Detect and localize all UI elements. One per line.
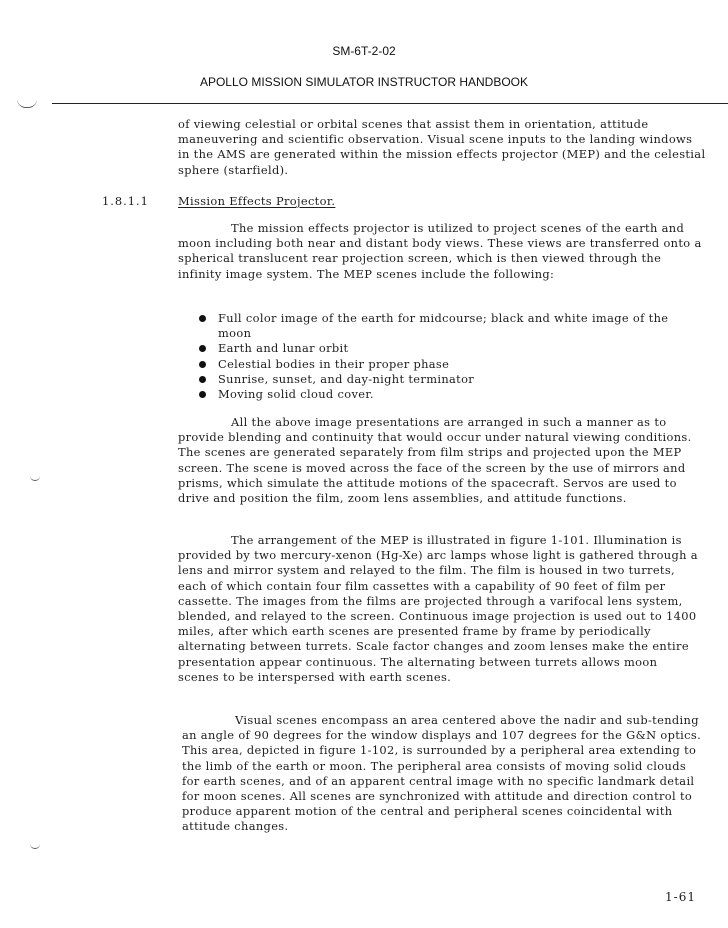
binder-mark [30, 840, 40, 849]
bullet-icon [199, 391, 206, 398]
binder-mark [17, 99, 37, 108]
visual-scenes-paragraph: Visual scenes encompass an area centered above the nadir and sub-tending an angle of 90 degrees for the window displays and 107 degrees for the G&N optics. This area, depicted in figure 1-102, is surrounded by a peripheral area extending to the limb of the earth or moon. The peripheral area consists of moving solid clouds for earth scenes, and of an apparent central image with no specific landmark detail for moon scenes. All scenes are synchronized with attitude and direction control to produce apparent motion of the central and peripheral scenes coincidental with attitude changes. [182, 713, 702, 834]
section-number: 1.8.1.1 [102, 194, 149, 208]
intro-paragraph: of viewing celestial or orbital scenes that assist them in orientation, attitude maneuvering and scientific observation. Visual scene inputs to the landing windows in the AMS are generated within the mission effects projector (MEP) and the celestial sphere (starfield). [178, 117, 706, 177]
mep-paragraph: The mission effects projector is utilized to project scenes of the earth and moon including both near and distant body views. These views are transferred onto a spherical translucent rear projection screen, which is then viewed through the infinity image system. The MEP scenes include the following: [178, 221, 702, 281]
bullet-icon [199, 315, 206, 322]
header-rule [52, 103, 728, 104]
binder-mark [30, 472, 40, 481]
mep-scene-list [198, 311, 678, 402]
list-item: Earth and lunar orbit [198, 341, 678, 356]
arrangement-paragraph: The arrangement of the MEP is illustrated in figure 1-101. Illumination is provided by two mercury-xenon (Hg-Xe) arc lamps whose light is gathered through a lens and mirror system and relayed to the film. The film is housed in two turrets, each of which contain four film cassettes with a capability of 90 feet of film per cassette. The images from the films are projected through a varifocal lens system, blended, and relayed to the screen. Continuous image projection is used out to 1400 miles, after which earth scenes are presented frame by frame by periodically alternating between turrets. Scale factor changes and zoom lenses make the entire presentation appear continuous. The alternating between turrets allows moon scenes to be interspersed with earth scenes. [178, 533, 698, 684]
document-number: SM-6T-2-02 [332, 44, 396, 58]
handbook-title: APOLLO MISSION SIMULATOR INSTRUCTOR HANDBOOK [199, 75, 529, 89]
list-item: Moving solid cloud cover. [198, 387, 678, 402]
bullet-icon [199, 376, 206, 383]
list-item: Celestial bodies in their proper phase [198, 357, 678, 372]
list-item: Full color image of the earth for midcourse; black and white image of the moon [198, 311, 678, 341]
bullet-icon [199, 361, 206, 368]
section-title: Mission Effects Projector. [178, 194, 336, 208]
page-number: 1-61 [665, 890, 696, 904]
list-item: Sunrise, sunset, and day-night terminator [198, 372, 678, 387]
bullet-icon [199, 345, 206, 352]
blending-paragraph: All the above image presentations are arranged in such a manner as to provide blending and continuity that would occur under natural viewing conditions. The scenes are generated separately from film strips and projected upon the MEP screen. The scene is moved across the face of the screen by the use of mirrors and prisms, which simulate the attitude motions of the spacecraft. Servos are used to drive and position the film, zoom lens assemblies, and attitude functions. [178, 415, 692, 506]
